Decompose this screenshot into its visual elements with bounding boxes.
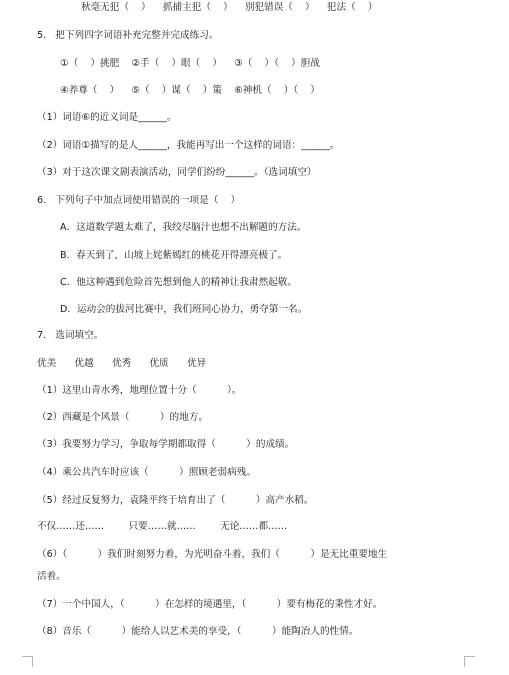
option-line: D．运动会的拔河比赛中，我们班同心协力，勇夺第一名。 (60, 304, 308, 315)
word-bank: 优美 优越 优秀 优质 优异 (37, 358, 207, 369)
text-line: （4）乘公共汽车时应该（ ）照顾老弱病残。 (37, 467, 256, 478)
text-line: 活着。 (37, 571, 66, 582)
option-line: A．这道数学题太难了，我绞尽脑汁也想不出解题的方法。 (60, 222, 307, 233)
question-heading: 5. 把下列四字词语补充完整并完成练习。 (37, 30, 219, 41)
text-line: 秋毫无犯（ ） 抓捕主犯（ ） 别犯错误（ ） 犯法（ ） (81, 2, 378, 13)
question-heading: 7. 选词填空。 (37, 330, 104, 341)
page-corner-mark (464, 656, 475, 667)
text-line: （1）词语⑥的近义词是______。 (37, 112, 177, 123)
text-line: （6）（ ）我们时刻努力着，为光明奋斗着，我们（ ）是无比重要地生 (37, 549, 388, 560)
text-line: ①（ ）挑肥 ②手（ ）眼（ ） ③（ ）（ ）胆战 (60, 58, 320, 69)
page-corner-mark (22, 656, 33, 667)
text-line: （7）一个中国人，（ ）在怎样的境遇里，（ ）要有梅花的秉性才好。 (37, 599, 383, 610)
text-line: （1）这里山青水秀，地理位置十分（ ）。 (37, 385, 242, 396)
text-line: （5）经过反复努力，袁隆平终于培育出了（ ）高产水稻。 (37, 495, 314, 506)
option-line: B．春天到了，山坡上姹紫嫣红的桃花开得漂亮极了。 (60, 250, 288, 261)
question-heading: 6. 下列句子中加点词使用错误的一项是（ ） (37, 195, 241, 206)
text-line: （2）西藏是个风景（ ）的地方。 (37, 412, 208, 423)
word-bank: 不仅……还…… 只要……就…… 无论……都…… (37, 521, 288, 532)
text-line: （8）音乐（ ）能给人以艺术美的享受，（ ）能陶冶人的性情。 (37, 626, 359, 637)
text-line: （3）我要努力学习，争取每学期都取得（ ）的成绩。 (37, 439, 295, 450)
text-line: （3）对于这次课文剧表演活动，同学们纷纷______。（选词填空） (37, 167, 317, 178)
text-line: （2）词语①描写的是人______，我能再写出一个这样的词语：______。 (37, 140, 340, 151)
option-line: C．他这种遇到危险首先想到他人的精神让我肃然起敬。 (60, 277, 297, 288)
text-line: ④养尊（ ） ⑤（ ）谋（ ）策 ⑥神机（ ）（ ） (60, 85, 320, 96)
